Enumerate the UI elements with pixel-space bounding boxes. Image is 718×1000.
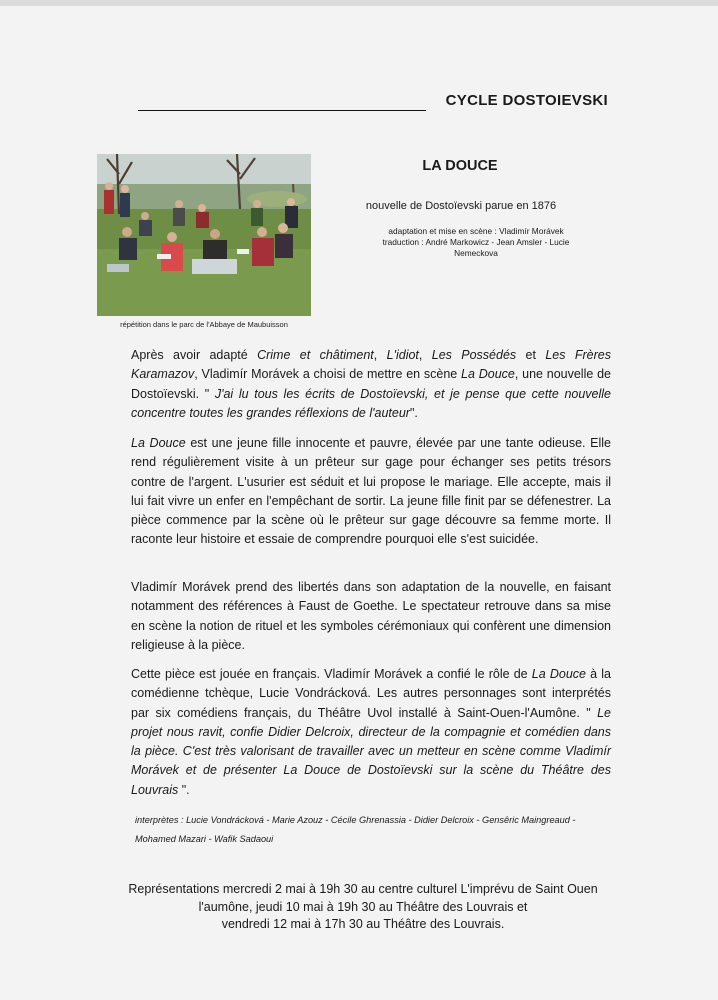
- work-title: La Douce: [131, 436, 186, 450]
- text-run: ".: [409, 405, 418, 420]
- text-run: ,: [373, 348, 387, 362]
- scan-top-strip: [0, 0, 718, 6]
- text-run: est une jeune fille innocente et pauvre, élevée par une tante odieuse. Elle rend régulièrement visite à un prêteur sur gage pour échanger ses petits trésors contre de l'argent. L'usurier est séduit et lui propose le mariage. Elle accepte, mais il lui fait vivre un enfer en l'empêchant de sortir. La jeune fille finit par se défenestrer. La pièce commence par la scène où le prêteur sur gage découvre sa femme morte. Il raconte leur histoire et essaie de comprendre pourquoi elle s'est suicidée.: [131, 436, 611, 547]
- photo-block: [97, 154, 311, 329]
- staging-credit: adaptation et mise en scène : Vladimír Morávek: [388, 226, 564, 236]
- paragraph-synopsis: [131, 434, 611, 550]
- paragraph-intro: [131, 346, 611, 423]
- work-title: Crime et châtiment: [257, 348, 374, 362]
- text-run: à la comédienne tchèque, Lucie Vondrácková. Les autres personnages sont interprétés par six comédiens français, du Théâtre Uvol installé à Saint-Ouen-l'Aumône. ": [131, 667, 611, 720]
- text-run: Après avoir adapté: [131, 348, 258, 362]
- paragraph-adaptation: [131, 578, 611, 655]
- header-rule: [138, 110, 426, 111]
- text-run: , une nouvelle de Dostoïevski. ": [131, 367, 612, 401]
- performance-line: l'aumône, jeudi 10 mai à 19h 30 au Théâtre des Louvrais et: [198, 899, 528, 914]
- quote: Le projet nous ravit, confie Didier Delcroix, directeur de la compagnie et comédien dans la pièce. C'est très valorisant de travailler avec un metteur en scène comme Vladimír Morávek et de présenter La Douce de Dostoïevski sur la scène du Théâtre des Louvrais: [131, 705, 611, 797]
- performance-line: vendredi 12 mai à 17h 30 au Théâtre des Louvrais.: [221, 917, 505, 931]
- translation-credit: traduction : André Markowicz - Jean Amsler - Lucie Nemeckova: [382, 237, 570, 258]
- play-subtitle: nouvelle de Dostoïevski parue en 1876: [365, 200, 557, 212]
- quote: J'ai lu tous les écrits de Dostoïevski, et je pense que cette nouvelle concentre toutes les grandes réflexions de l'auteur: [131, 386, 612, 420]
- paragraph-cast: [131, 665, 611, 800]
- cycle-title: CYCLE DOSTOIEVSKI: [445, 92, 608, 109]
- performance-line: Représentations mercredi 2 mai à 19h 30 au centre culturel L'imprévu de Saint Ouen: [128, 882, 598, 896]
- text-run: , Vladimír Morávek a choisi de mettre en scène: [194, 367, 462, 382]
- work-title: Les Possédés: [431, 348, 517, 362]
- text-run: Cette pièce est jouée en français. Vladimír Morávek a confié le rôle de: [131, 667, 532, 681]
- work-title: Les Frères Karamazov: [131, 348, 611, 382]
- work-title: L'idiot: [386, 348, 419, 362]
- header: [138, 92, 608, 114]
- work-title: La Douce: [531, 667, 586, 681]
- photo-caption: répétition dans le parc de l'Abbaye de Maubuisson: [120, 320, 288, 329]
- text-run: ".: [178, 782, 190, 797]
- performance-dates: [128, 881, 598, 934]
- work-title: La Douce: [461, 367, 515, 382]
- rehearsal-photo: [97, 154, 311, 316]
- play-title: LA DOUCE: [422, 158, 498, 174]
- text-run: Vladimír Morávek prend des libertés dans son adaptation de la nouvelle, en faisant notamment des références à Faust de Goethe. Le spectateur retrouve dans sa mise en scène la notion de rituel et les symboles cérémoniaux qui confèrent une dimension religieuse à la pièce.: [131, 580, 611, 652]
- credits: [360, 226, 592, 259]
- text-run: et: [516, 348, 546, 362]
- text-run: ,: [418, 348, 432, 362]
- performers-list: interprètes : Lucie Vondrácková - Marie Azouz - Cécile Ghrenassia - Didier Delcroix - Gensêric Maingreaud - Mohamed Mazari - Wafik Sadaoui: [135, 815, 576, 844]
